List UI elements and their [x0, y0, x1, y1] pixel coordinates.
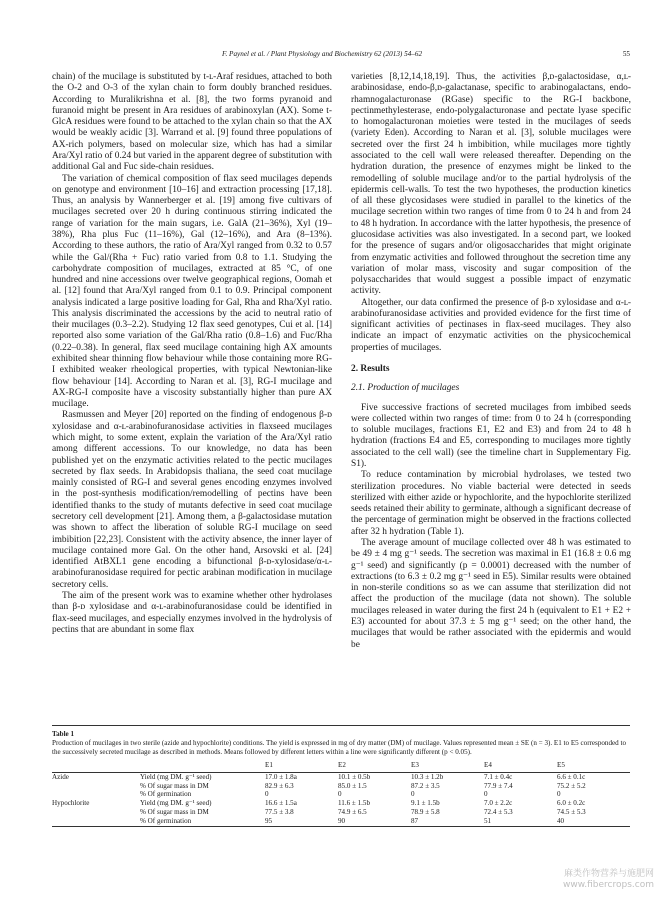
table-cell: 0	[484, 790, 488, 799]
table-cell: 95	[265, 816, 273, 825]
table-cell: 9.1 ± 1.5b	[411, 799, 440, 808]
table-cell: Yield (mg DM. g⁻¹ seed)	[140, 772, 212, 781]
table-cell: 87.2 ± 3.5	[411, 781, 440, 790]
right-column	[351, 72, 631, 651]
paragraph: To reduce contamination by microbial hydrolases, we tested two sterilization procedures. No viable bacterial were detected in seeds sterilized with either azide or hypochlorite, and the hypochlorite sterilized seeds retained their ability to germinate, although a significant decrease of the percentage of germination might be observed in the fractions collected after 32 h hydration (Table 1).	[351, 470, 631, 537]
header-cell: E4	[484, 760, 557, 772]
table-cell: % Of germination	[140, 816, 192, 825]
table-cell: 74.9 ± 6.5	[338, 807, 367, 816]
page-number: 55	[622, 50, 630, 58]
table-cell: 75.2 ± 5.2	[557, 781, 586, 790]
paragraph: Altogether, our data confirmed the presence of β-ᴅ xylosidase and α-ʟ-arabinofuranosidase activities and provided evidence for the first time of significant activities of pectinases in flax-seed mucilages. They also indicate an impact of enzymatic activities on the physicochemical properties of mucilages.	[351, 297, 631, 353]
table-cell: 0	[338, 790, 342, 799]
table-cell: 78.9 ± 5.8	[411, 807, 440, 816]
table-cell: 7.1 ± 0.4c	[484, 772, 513, 781]
table-top-rule	[52, 725, 630, 726]
table-cell: 16.6 ± 1.5a	[265, 799, 297, 808]
watermark-line: 麻类作物营养与施肥网	[563, 869, 654, 879]
table-cell	[52, 782, 140, 791]
production-table	[52, 760, 630, 827]
left-column	[52, 72, 332, 636]
subsection-heading: 2.1. Production of mucilages	[351, 383, 460, 394]
paragraph: The average amount of mucilage collected over 48 h was estimated to be 49 ± 4 mg g⁻¹ seeds. The secretion was maximal in E1 (16.8 ± 0.6 mg g⁻¹ seed) and significantly (p = 0.0001) decreased with the number of extractions (to 6.3 ± 0.2 mg g⁻¹ seed in E5). Similar results were obtained in non-sterile conditions so as we can assume that sterilization did not affect the production of the mucilage (data not shown). The soluble mucilages released in water during the first 24 h (equivalent to E1 + E2 + E3) accounted for about 37.3 ± 5 mg g⁻¹ seed; on the other hand, the mucilages that would be rather associated with the epidermis and would be	[351, 537, 631, 650]
table-cell: 85.0 ± 1.5	[338, 781, 367, 790]
header-cell: E5	[557, 760, 630, 772]
header-cell: E2	[338, 760, 411, 772]
table-cell: Azide	[52, 772, 69, 781]
table-cell: % Of germination	[140, 790, 192, 799]
paragraph: The aim of the present work was to examine whether other hydrolases than β-ᴅ xylosidase and α-ʟ-arabinofuranosidase could be identified in flax-seed mucilages, and especially enzymes involved in the hydrolysis of pectins that are abundant in some flax	[52, 590, 332, 635]
table-cell: Hypochlorite	[52, 799, 90, 808]
table-row	[52, 790, 630, 799]
table-cell: 17.0 ± 1.8a	[265, 772, 297, 781]
table-cell	[52, 817, 140, 826]
header-cell: E1	[265, 760, 338, 772]
header-cell	[52, 760, 140, 772]
paragraph: The variation of chemical composition of flax seed mucilages depends on genotype and environment [10–16] and extraction processing [17,18]. Thus, an analysis by Wannerberger et al. [19] among five cultivars of mucilages secreted over 20 h during continuous stirring indicated the range of variation for the main sugars, i.e. GalA (21–36%), Xyl (19–38%), Rha plus Fuc (11–16%), Gal (12–16%), and Ara (8–13%). According to these authors, the ratio of Ara/Xyl ranged from 0.32 to 0.57 while the Gal/(Rha + Fuc) ratio varied from 0.8 to 1.1. Studying the carbohydrate composition of mucilages, extracted at 85 °C, of one hundred and nine accessions over twelve geographical regions, Oomah et al. [12] found that Ara/Xyl ranged from 0.1 to 0.9. Principal component analysis indicated a large positive loading for Gal, Rha and Rha/Xyl ratio. This analysis discriminated the accessions by the acid to neutral ratio of their mucilages (0.3–2.2). Studying 12 flax seed genotypes, Cui et al. [14] reported also some variation of the Gal/Rha ratio (0.8–1.6) and Fuc/Rha (0.22–0.38). In general, flax seed mucilage containing high AX amounts exhibited shear thinning flow behaviour while those containing more RG-I exhibited weaker rheological properties, with typical Newtonian-like flow behaviour [14]. According to Naran et al. [3], RG-I mucilage and AX-RG-I composite have a viscosity substantially higher than pure AX mucilage.	[52, 173, 332, 410]
table-caption-text: Production of mucilages in two sterile (azide and hypochlorite) conditions. The yield is expressed in mg of dry matter (DM) of mucilage. Values represented mean ± SE (n = 3). E1 to E5 corresponded to the successively secreted mucilage as described in methods. Means followed by different letters within a line were significantly different (p < 0.05).	[52, 739, 626, 756]
table-header-row	[52, 760, 630, 772]
paragraph: Rasmussen and Meyer [20] reported on the finding of endogenous β-ᴅ xylosidase and α-ʟ-arabinofuranosidase activities in flaxseed mucilages which might, to some extent, explain the variation of the Ara/Xyl ratio among different accessions. To our knowledge, no data has been published yet on the enzymatic activities related to the pectic mucilages secreted by flax seeds. In Arabidopsis thaliana, the seed coat mucilage mainly consisted of RG-I and several genes encoding enzymes involved in the post-synthesis modification/remodelling of pectins have been identified thanks to the study of mutants defective in seed coat mucilage secretory cell development [21]. Among them, a β-galactosidase mutation was shown to affect the liberation of soluble RG-I mucilage on seed imbibition [22,23]. Consistent with the activity absence, the inner layer of mucilage contained more Gal. On the other hand, Arsovski et al. [24] identified AtBXL1 gene encoding a bifunctional β-ᴅ-xylosidase/α-ʟ-arabinofuranosidase required for pectic arabinan modification in mucilage secretory cells.	[52, 410, 332, 590]
paragraph: chain) of the mucilage is substituted by t-ʟ-Araf residues, attached to both the O-2 and O-3 of the xylan chain to form doubly branched residues. According to Muralikrishna et al. [8], the two forms pyranoid and furanoid might be present in Ara residues of arabinoxylan (AX). Some t-GlcA residues were found to be attached to the xylan chain so that the AX would be weakly acidic [3]. Warrand et al. [9] found three populations of AX-rich polymers, based on molecular size, which has had a similar Ara/Xyl ratio of 0.24 but varied in the apparent degree of substitution with additional Gal and Fuc side-chain residues.	[52, 72, 332, 173]
table-row	[52, 817, 630, 826]
watermark	[563, 869, 654, 891]
table-cell: 90	[338, 816, 346, 825]
table-row	[52, 782, 630, 791]
table-cell: 7.0 ± 2.2c	[484, 799, 513, 808]
table-cell: 0	[557, 790, 561, 799]
watermark-line: www.fibercrops.com	[563, 880, 654, 890]
header-cell: E3	[411, 760, 484, 772]
table-cell: 74.5 ± 5.3	[557, 807, 586, 816]
table-cell: 77.9 ± 7.4	[484, 781, 513, 790]
paragraph: varieties [8,12,14,18,19]. Thus, the activities β,ᴅ-galactosidase, α,ʟ-arabinosidase, endo-β,ᴅ-galactanase, specific to arabinogalactans, endo-rhamnogalacturonase (RGase) specific to the RG-I backbone, pectinmethylesterase, endo-polygalacturonase and pectate lyase specific to homogalacturonan moieties were tested in the mucilages of seeds (variety Eden). According to Naran et al. [3], soluble mucilages were secreted over the first 24 h imbibition, while mucilages more tightly associated to the cell wall were released thereafter. Depending on the hydration duration, the presence of enzymes might be linked to the remodelling of soluble mucilage and/or to the partial hydrolysis of the epidermis cell-walls. To test the two hypotheses, the production kinetics of all these glycosidases were studied in parallel to the kinetics of the mucilage secretion within two ranges of time from 0 to 24 h and from 24 to 48 h hydration. In accordance with the latter hypothesis, the presence of glucosidase activities was also investigated. In a second part, we looked for the presence of sugars and/or oligosaccharides that might originate from enzymatic activities and followed throughout the secretion time any variation of molar mass, viscosity and sugar composition of the polysaccharides that would suggest a possible impact of enzymatic activity.	[351, 72, 631, 297]
table-cell: 10.3 ± 1.2b	[411, 772, 444, 781]
table-cell: % Of sugar mass in DM	[140, 781, 209, 790]
table-cell: 87	[411, 816, 419, 825]
table-cell: 10.1 ± 0.5b	[338, 772, 371, 781]
table-cell: 72.4 ± 5.3	[484, 807, 513, 816]
table-cell	[52, 808, 140, 817]
table-cell: 0	[411, 790, 415, 799]
table-row	[52, 799, 630, 808]
running-head: F. Paynel et al. / Plant Physiology and Biochemistry 62 (2013) 54–62	[222, 50, 423, 58]
table-cell: 6.6 ± 0.1c	[557, 772, 586, 781]
table-cell: Yield (mg DM. g⁻¹ seed)	[140, 799, 212, 808]
table-cell: 6.0 ± 0.2c	[557, 799, 586, 808]
table-row	[52, 772, 630, 781]
table-cell	[52, 790, 140, 799]
table-row	[52, 808, 630, 817]
table-cell: 0	[265, 790, 269, 799]
table-title: Table 1	[52, 730, 75, 738]
table-cell: 82.9 ± 6.3	[265, 781, 294, 790]
table-caption	[52, 730, 630, 757]
table-cell: 77.5 ± 3.8	[265, 807, 294, 816]
paragraph: Five successive fractions of secreted mucilages from imbibed seeds were collected within two ranges of time: from 0 to 24 h (corresponding to soluble mucilages, fractions E1, E2 and E3) and from 24 to 48 h hydration (fractions E4 and E5, corresponding to mucilages more tightly associated to the cell wall) (see the timeline chart in Supplementary Fig. S1).	[351, 402, 631, 469]
table-cell: 11.6 ± 1.5b	[338, 799, 371, 808]
table-cell: 40	[557, 816, 565, 825]
table-cell: % Of sugar mass in DM	[140, 807, 209, 816]
section-heading: 2. Results	[351, 364, 390, 375]
table-cell: 51	[484, 816, 492, 825]
page-header	[52, 50, 630, 64]
header-cell	[140, 760, 265, 772]
